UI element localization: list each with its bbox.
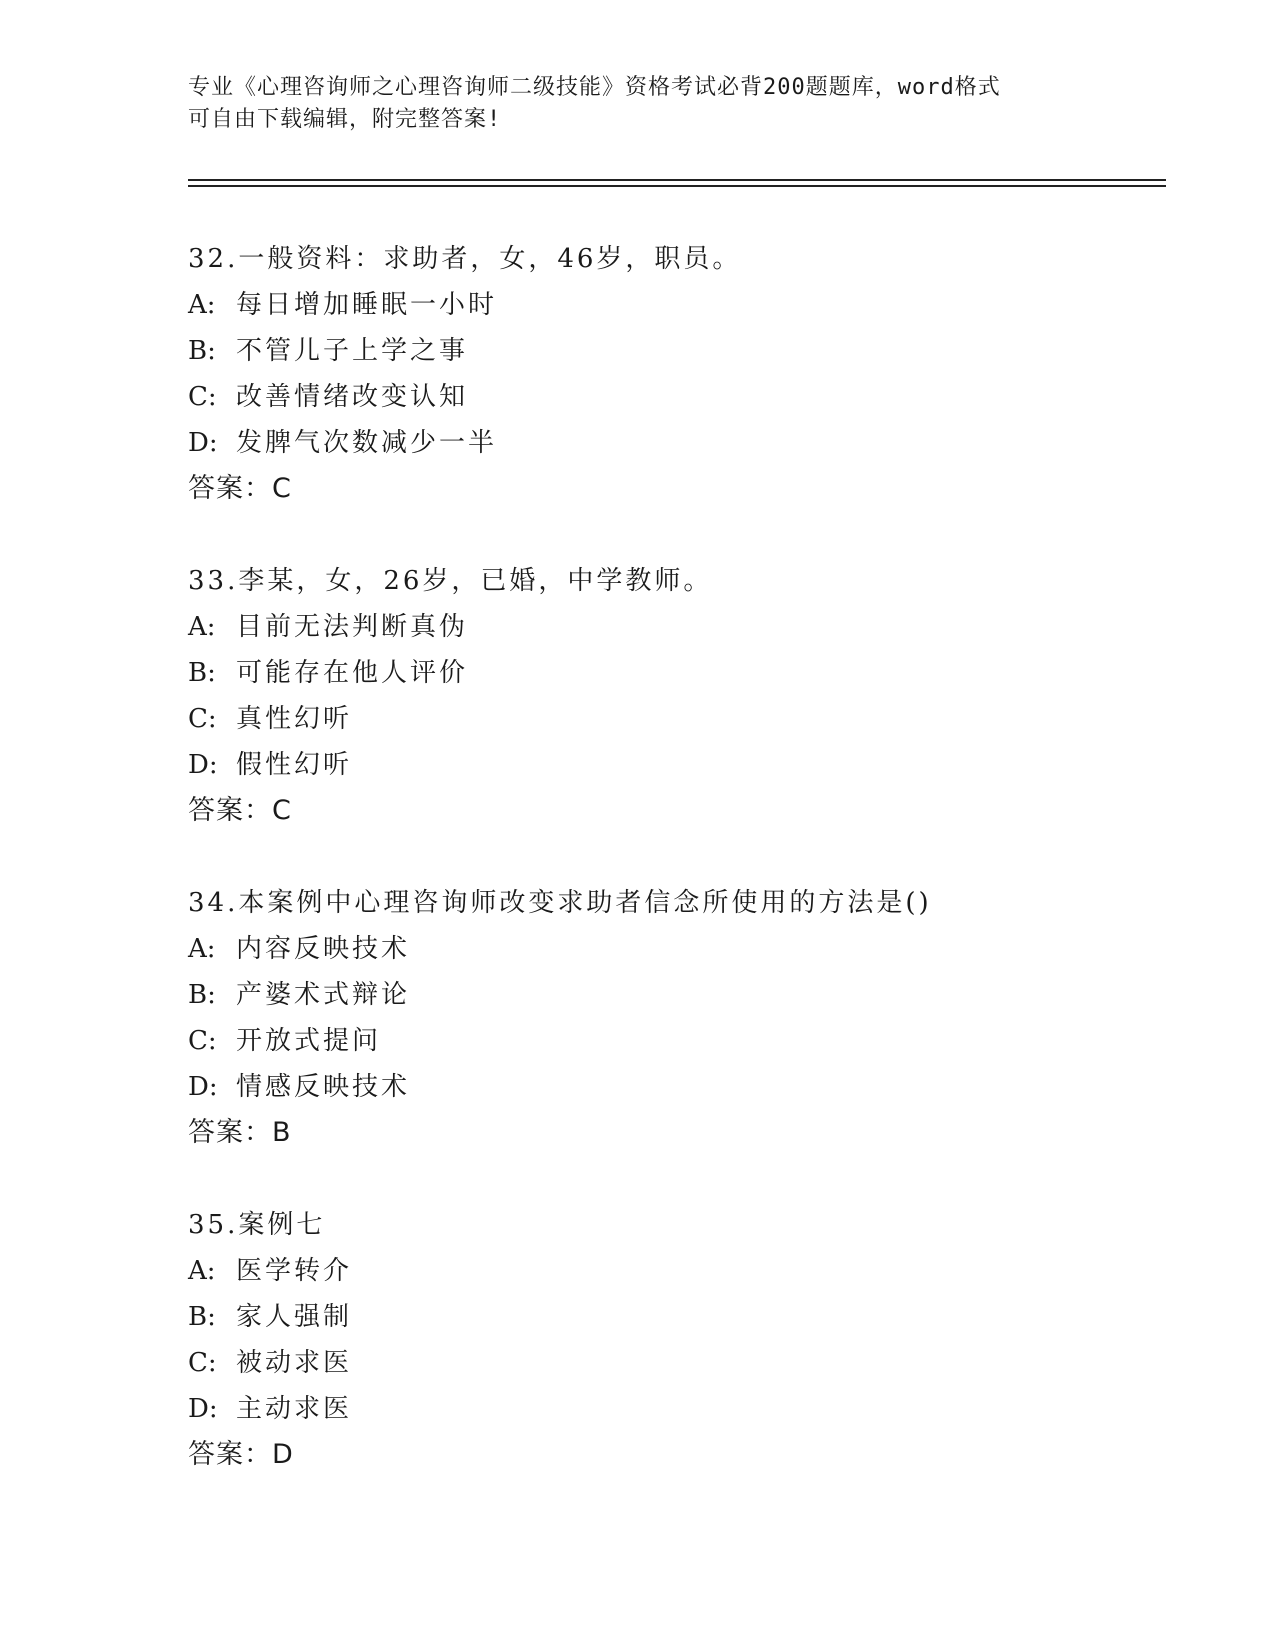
option-text: 真性幻听 — [236, 704, 353, 734]
option-a — [188, 926, 1188, 972]
option-d — [188, 1064, 1188, 1110]
option-text: 家人强制 — [236, 1302, 353, 1332]
question-stem: 32.一般资料：求助者，女，46岁，职员。 — [188, 244, 742, 274]
option-text: 可能存在他人评价 — [236, 658, 469, 688]
question-32 — [188, 236, 1188, 512]
option-text: 产婆术式辩论 — [236, 980, 411, 1010]
option-text: 目前无法判断真伪 — [236, 612, 469, 642]
question-stem: 34.本案例中心理咨询师改变求助者信念所使用的方法是() — [188, 888, 932, 918]
option-text: 医学转介 — [236, 1256, 353, 1286]
option-text: 改善情绪改变认知 — [236, 382, 469, 412]
answer-line: 答案：B — [188, 1117, 292, 1148]
header-line-2: 可自由下载编辑，附完整答案! — [188, 107, 502, 132]
answer-line: 答案：C — [188, 795, 292, 826]
option-letter: B: — [188, 1302, 216, 1332]
option-d — [188, 420, 1188, 466]
answer-line: 答案：D — [188, 1439, 294, 1470]
question-stem: 33.李某，女，26岁，已婚，中学教师。 — [188, 566, 713, 596]
option-letter: C: — [188, 1026, 217, 1056]
option-b — [188, 1294, 1188, 1340]
option-b — [188, 650, 1188, 696]
option-text: 开放式提问 — [236, 1026, 382, 1056]
option-letter: A: — [188, 612, 216, 642]
header-line-1: 专业《心理咨询师之心理咨询师二级技能》资格考试必背200题题库，word格式 — [188, 75, 1001, 100]
option-letter: A: — [188, 1256, 216, 1286]
option-letter: A: — [188, 290, 216, 320]
option-letter: C: — [188, 704, 217, 734]
option-text: 不管儿子上学之事 — [236, 336, 469, 366]
option-d — [188, 1386, 1188, 1432]
option-text: 主动求医 — [236, 1394, 353, 1424]
option-a — [188, 1248, 1188, 1294]
option-letter: C: — [188, 382, 217, 412]
header-divider-bottom — [188, 185, 1166, 187]
header-divider-top — [188, 179, 1166, 181]
question-stem: 35.案例七 — [188, 1210, 326, 1240]
question-34 — [188, 880, 1188, 1156]
option-d — [188, 742, 1188, 788]
option-letter: B: — [188, 336, 216, 366]
option-letter: D: — [188, 750, 218, 780]
option-letter: D: — [188, 1394, 218, 1424]
option-c — [188, 374, 1188, 420]
option-letter: D: — [188, 428, 218, 458]
option-letter: D: — [188, 1072, 218, 1102]
option-c — [188, 1340, 1188, 1386]
option-b — [188, 972, 1188, 1018]
document-header — [188, 72, 1068, 136]
option-c — [188, 1018, 1188, 1064]
question-35 — [188, 1202, 1188, 1478]
option-a — [188, 282, 1188, 328]
option-text: 情感反映技术 — [236, 1072, 411, 1102]
option-letter: A: — [188, 934, 216, 964]
question-33 — [188, 558, 1188, 834]
option-c — [188, 696, 1188, 742]
option-letter: C: — [188, 1348, 217, 1378]
option-text: 发脾气次数减少一半 — [236, 428, 498, 458]
option-text: 内容反映技术 — [236, 934, 411, 964]
option-text: 被动求医 — [236, 1348, 353, 1378]
option-text: 每日增加睡眠一小时 — [236, 290, 498, 320]
answer-line: 答案：C — [188, 473, 292, 504]
option-letter: B: — [188, 658, 216, 688]
option-letter: B: — [188, 980, 216, 1010]
option-a — [188, 604, 1188, 650]
option-text: 假性幻听 — [236, 750, 353, 780]
option-b — [188, 328, 1188, 374]
